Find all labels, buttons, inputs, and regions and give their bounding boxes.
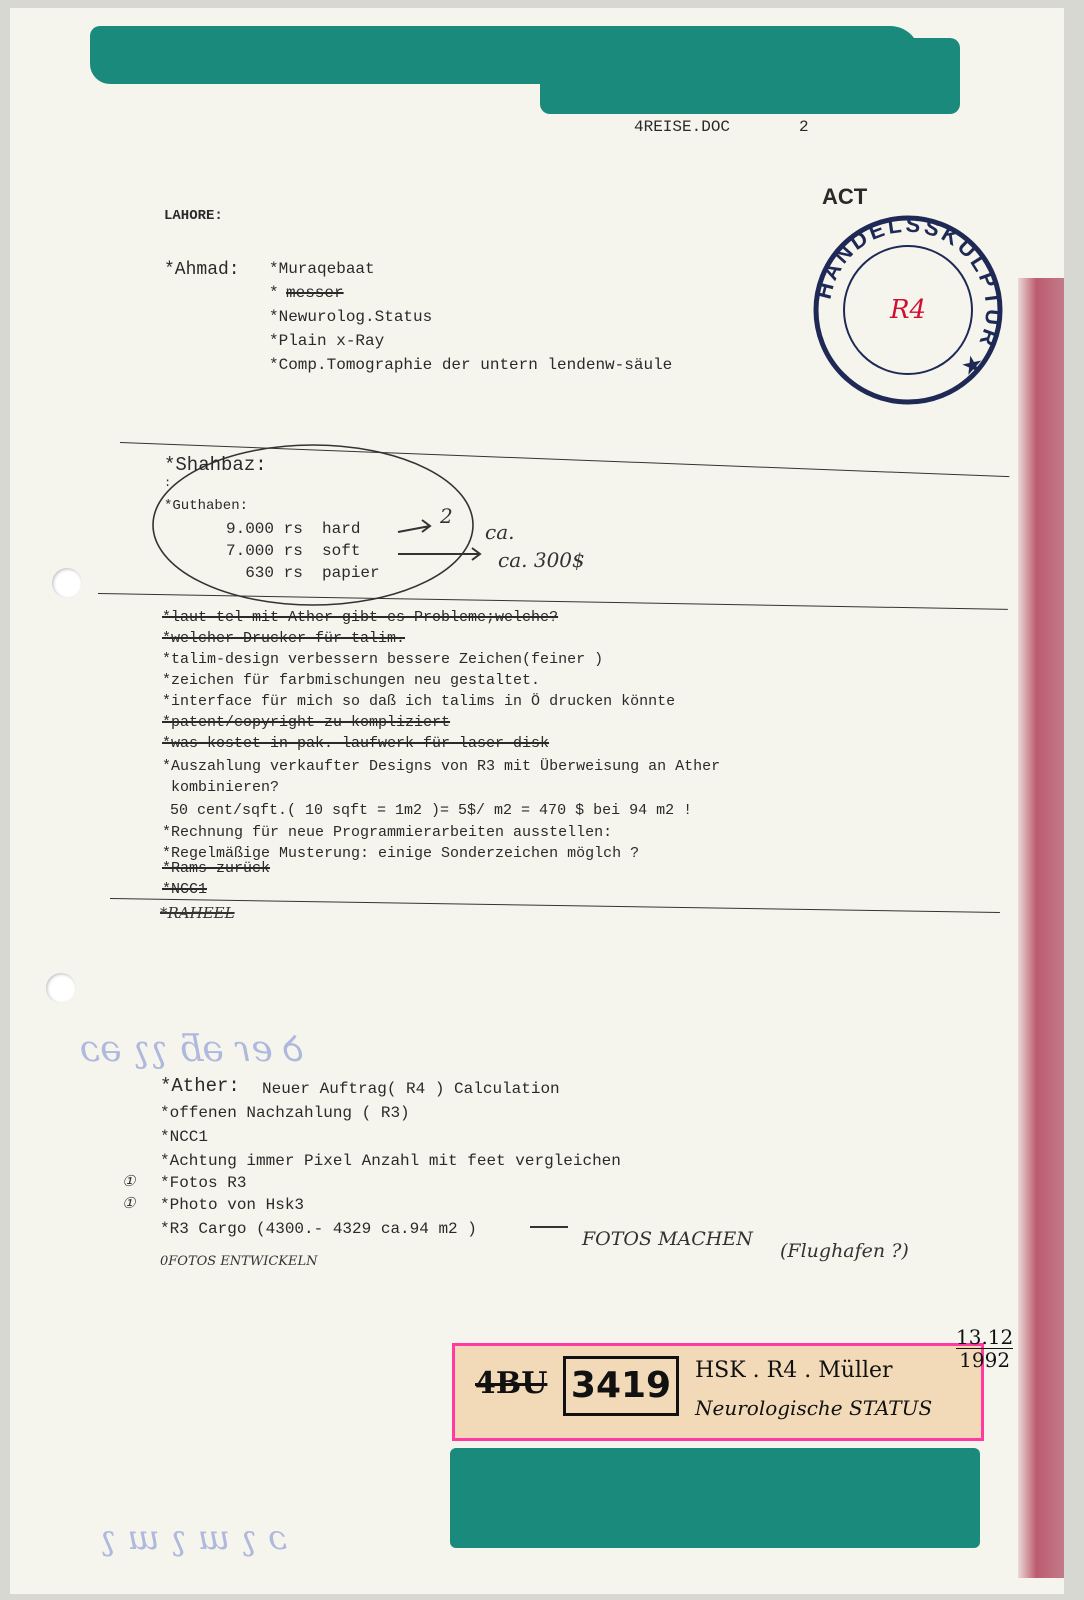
circled-one-2: ①: [122, 1194, 136, 1212]
act-label: ACT: [822, 184, 868, 209]
punch-hole-top: [52, 568, 82, 598]
date-day-month: 13.12: [956, 1325, 1014, 1349]
note-3: *talim-design verbessern bessere Zeichen(feiner ): [162, 651, 604, 668]
circled-one-1: ①: [122, 1172, 136, 1190]
punch-hole-bottom: [46, 973, 76, 1003]
note-11: *Rechnung für neue Programmierarbeiten ausstellen:: [162, 824, 613, 841]
ahmad-label: *Ahmad:: [164, 260, 240, 280]
ather-item-3: *NCC1: [160, 1128, 209, 1146]
ather-item-1: Neuer Auftrag( R4 ) Calculation: [262, 1080, 560, 1098]
note-13: *Rams zurück: [162, 860, 271, 877]
note-14: *NCC1: [162, 881, 208, 898]
ahmad-item-1: *Muraqebaat: [269, 260, 375, 278]
archive-label-line-2: Neurologische STATUS: [695, 1396, 933, 1420]
ather-item-6: *Photo von Hsk3: [160, 1196, 305, 1214]
handwritten-two: 2: [440, 504, 453, 528]
guthaben-row-1: 9.000 rs hard: [226, 520, 361, 538]
red-ink-band: [1018, 278, 1064, 1578]
note-8: *Auszahlung verkaufter Designs von R3 mit Überweisung an Ather: [162, 758, 721, 775]
date-year: 1992: [956, 1348, 1013, 1371]
note-4: *zeichen für farbmischungen neu gestaltet.: [162, 672, 541, 689]
ather-item-5: *Fotos R3: [160, 1174, 247, 1192]
top-tape-right: [540, 38, 960, 114]
guthaben-row-3: 630 rs papier: [226, 564, 380, 582]
archive-number: 3419: [570, 1365, 672, 1406]
arrow-to-fotos: [530, 1226, 568, 1228]
ahmad-item-4: *Plain x-Ray: [269, 332, 385, 350]
ather-item-2: *offenen Nachzahlung ( R3): [160, 1104, 410, 1122]
rule-line-3: [110, 898, 1000, 913]
shahbaz-label: *Shahbaz:: [164, 454, 267, 476]
note-6: *patent/copyright zu kompliziert: [162, 714, 451, 731]
shahbaz-colon: :: [164, 476, 172, 490]
guthaben-row-2: 7.000 rs soft: [226, 542, 361, 560]
archive-label-struck-code: 4BU: [475, 1366, 548, 1401]
handwritten-ca: ca.: [485, 520, 515, 544]
ather-item-4: *Achtung immer Pixel Anzahl mit feet vergleichen: [160, 1152, 621, 1170]
ahmad-item-5: *Comp.Tomographie der untern lendenw-säule: [269, 356, 673, 374]
ahmad-item-2-struck: messer: [286, 284, 344, 302]
note-1: *laut tel-mit Ather gibt es Probleme;welche?: [162, 609, 559, 626]
handwritten-amount: ca. 300$: [498, 548, 585, 572]
note-9: kombinieren?: [162, 779, 280, 796]
ahmad-item-3: *Newurolog.Status: [269, 308, 433, 326]
handelsskulptur-stamp: [808, 210, 1008, 410]
section-heading-lahore: LAHORE:: [164, 208, 223, 224]
bottom-tape: [450, 1448, 980, 1548]
guthaben-label: *Guthaben:: [164, 498, 249, 514]
page-number: 2: [799, 118, 809, 136]
ather-item-7: *R3 Cargo (4300.- 4329 ca.94 m2 ): [160, 1220, 477, 1238]
file-name: 4REISE.DOC: [634, 118, 731, 136]
ahmad-item-2-bullet: *: [269, 284, 279, 302]
handwritten-raheel: *RAHEEL: [160, 904, 235, 922]
handwritten-fotos-machen: FOTOS MACHEN: [582, 1228, 753, 1250]
handwritten-fotos-entwickeln: 0FOTOS ENTWICKELN: [160, 1254, 318, 1269]
archive-label: [452, 1343, 984, 1441]
archive-label-line-1: HSK . R4 . Müller: [695, 1358, 893, 1383]
show-through-scribble-2: ɔ ʅ ɯ ʅ ɯ ʅ: [100, 1518, 288, 1558]
stamp-ring-text: HANDELSSKULPTUR ★: [810, 211, 1007, 384]
archive-number-box: [563, 1356, 679, 1416]
document-page: [10, 8, 1064, 1594]
show-through-scribble-1: ꝺ eɾ ǝƃ ʅʅ əɔ: [80, 1029, 306, 1070]
note-10: 50 cent/sqft.( 10 sqft = 1m2 )= 5$/ m2 = 470 $ bei 94 m2 !: [170, 802, 693, 819]
note-12: *Regelmäßige Musterung: einige Sonderzeichen möglch ?: [162, 845, 640, 862]
stamp-handwritten-r4: R4: [889, 295, 927, 325]
note-5: *interface für mich so daß ich talims in Ö drucken könnte: [162, 693, 676, 710]
note-2: *welcher Drucker für talim.: [162, 630, 406, 647]
ather-label: *Ather:: [160, 1075, 240, 1097]
handwritten-flughafen: (Flughafen ?): [780, 1240, 909, 1262]
handwritten-date: [956, 1326, 1013, 1371]
note-7: *was kostet in pak. laufwerk für laser-disk: [162, 735, 550, 752]
